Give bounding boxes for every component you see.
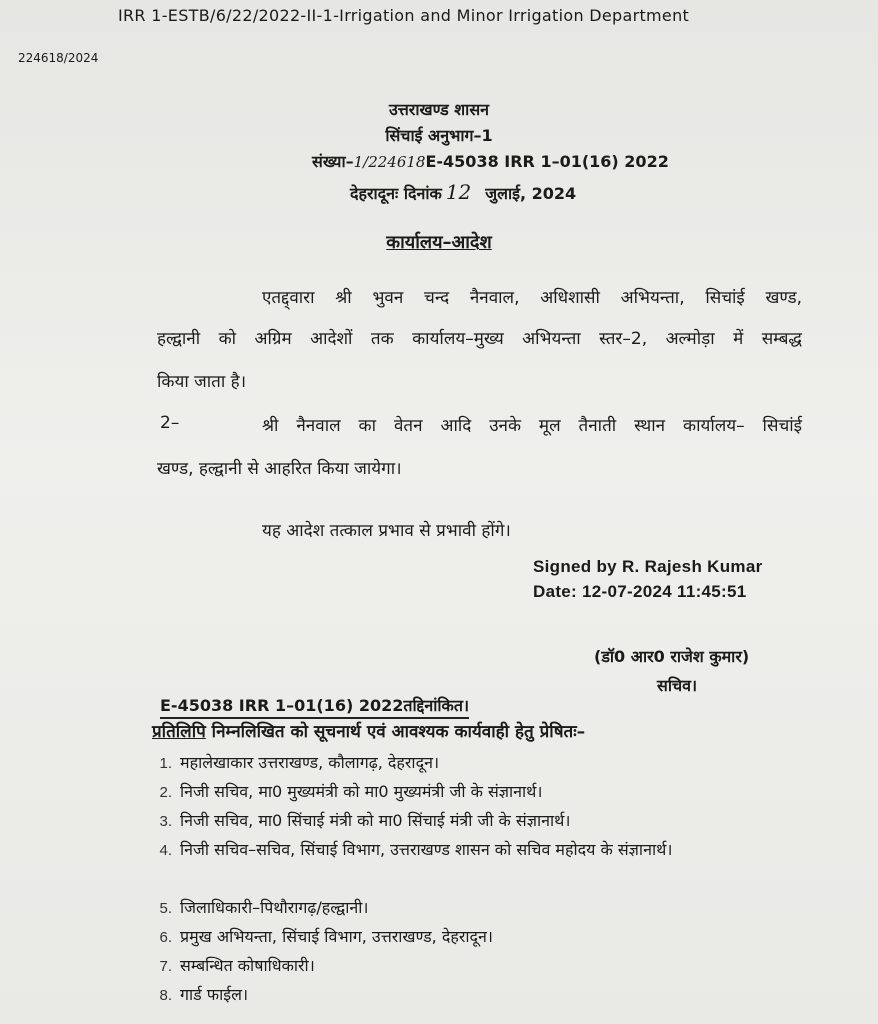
paragraph-1-line-1: एतद्द्वारा श्री भुवन चन्द नैनवाल, अधिशासी अभियन्ता, सिचांई खण्ड,	[262, 288, 802, 308]
file-reference: IRR 1-ESTB/6/22/2022-II-1-Irrigation and Minor Irrigation Department	[118, 6, 690, 25]
list-item-text: महालेखाकार उत्तराखण्ड, कौलागढ़, देहरादून।	[180, 753, 440, 772]
order-date-prefix: देहरादूनः दिनांक	[350, 184, 442, 203]
list-item-text: सम्बन्धित कोषाधिकारी।	[180, 956, 315, 975]
order-number-suffix: E-45038 IRR 1–01(16) 2022	[425, 152, 669, 171]
effect-statement: यह आदेश तत्काल प्रभाव से प्रभावी होंगे।	[262, 521, 511, 541]
officer-title: सचिव।	[657, 676, 698, 695]
copy-heading-rest: निम्नलिखित को सूचनार्थ एवं आवश्यक कार्यवाही हेतु प्रेषितः–	[205, 722, 586, 742]
list-item-text: निजी सचिव–सचिव, सिंचाई विभाग, उत्तराखण्ड शासन को सचिव महोदय के संज्ञानार्थ।	[180, 840, 673, 859]
order-date-suffix: जुलाई, 2024	[485, 184, 577, 203]
list-item-text: निजी सचिव, मा0 सिंचाई मंत्री को मा0 सिंचाई मंत्री जी के संज्ञानार्थ।	[180, 811, 571, 830]
order-number-prefix: संख्या–	[312, 152, 354, 171]
paragraph-2-line-2: खण्ड, हल्द्वानी से आहरित किया जायेगा।	[157, 459, 402, 479]
government-name: उत्तराखण्ड शासन	[388, 100, 490, 119]
list-item	[145, 748, 750, 777]
copy-reference: E-45038 IRR 1–01(16) 2022तद्दिनांकित।	[160, 694, 469, 719]
list-item-number: 1.	[159, 755, 172, 772]
order-date	[350, 180, 576, 204]
digital-signature-date: Date: 12-07-2024 11:45:51	[533, 582, 747, 601]
paragraph-2-number: 2–	[160, 413, 180, 433]
list-item	[145, 980, 750, 1009]
digital-signature-name: Signed by R. Rajesh Kumar	[533, 557, 763, 576]
list-item-number: 7.	[159, 958, 172, 975]
list-item	[145, 777, 750, 806]
officer-name: (डॉ0 आर0 राजेश कुमार)	[594, 647, 750, 666]
list-item-number: 6.	[159, 929, 172, 946]
list-item-text: निजी सचिव, मा0 मुख्यमंत्री को मा0 मुख्यमंत्री जी के संज्ञानार्थ।	[180, 782, 543, 801]
order-number-handwritten: 1/224618	[353, 153, 426, 171]
document-id: 224618/2024	[18, 51, 99, 65]
list-item-number: 8.	[159, 987, 172, 1004]
list-item	[145, 922, 750, 951]
list-item	[145, 893, 750, 922]
list-item	[145, 806, 750, 835]
list-item-number: 3.	[159, 813, 172, 830]
list-item-number: 5.	[159, 900, 172, 917]
list-item-number: 4.	[159, 842, 172, 859]
paragraph-1-line-3: किया जाता है।	[157, 372, 247, 392]
list-item-text: प्रमुख अभियन्ता, सिंचाई विभाग, उत्तराखण्ड, देहरादून।	[180, 927, 493, 946]
list-item-text: गार्ड फाईल।	[180, 985, 249, 1004]
list-item-text: जिलाधिकारी–पिथौरागढ़/हल्द्वानी।	[180, 898, 369, 917]
list-item-number: 2.	[159, 784, 172, 801]
order-date-handwritten: 12	[445, 180, 472, 204]
order-title: कार्यालय–आदेश	[386, 232, 492, 253]
paragraph-1-line-2: हल्द्वानी को अग्रिम आदेशों तक कार्यालय–मुख्य अभियन्ता स्तर–2, अल्मोड़ा में सम्बद्ध	[157, 329, 802, 349]
copy-heading	[152, 719, 585, 742]
list-item	[145, 951, 750, 980]
list-item	[145, 835, 750, 893]
order-number	[312, 150, 669, 172]
section-name: सिंचाई अनुभाग–1	[385, 126, 493, 145]
recipient-list	[145, 748, 750, 1009]
paragraph-2-line-1: श्री नैनवाल का वेतन आदि उनके मूल तैनाती स्थान कार्यालय– सिचांई	[262, 416, 802, 436]
copy-heading-underlined: प्रतिलिपि	[152, 722, 206, 742]
